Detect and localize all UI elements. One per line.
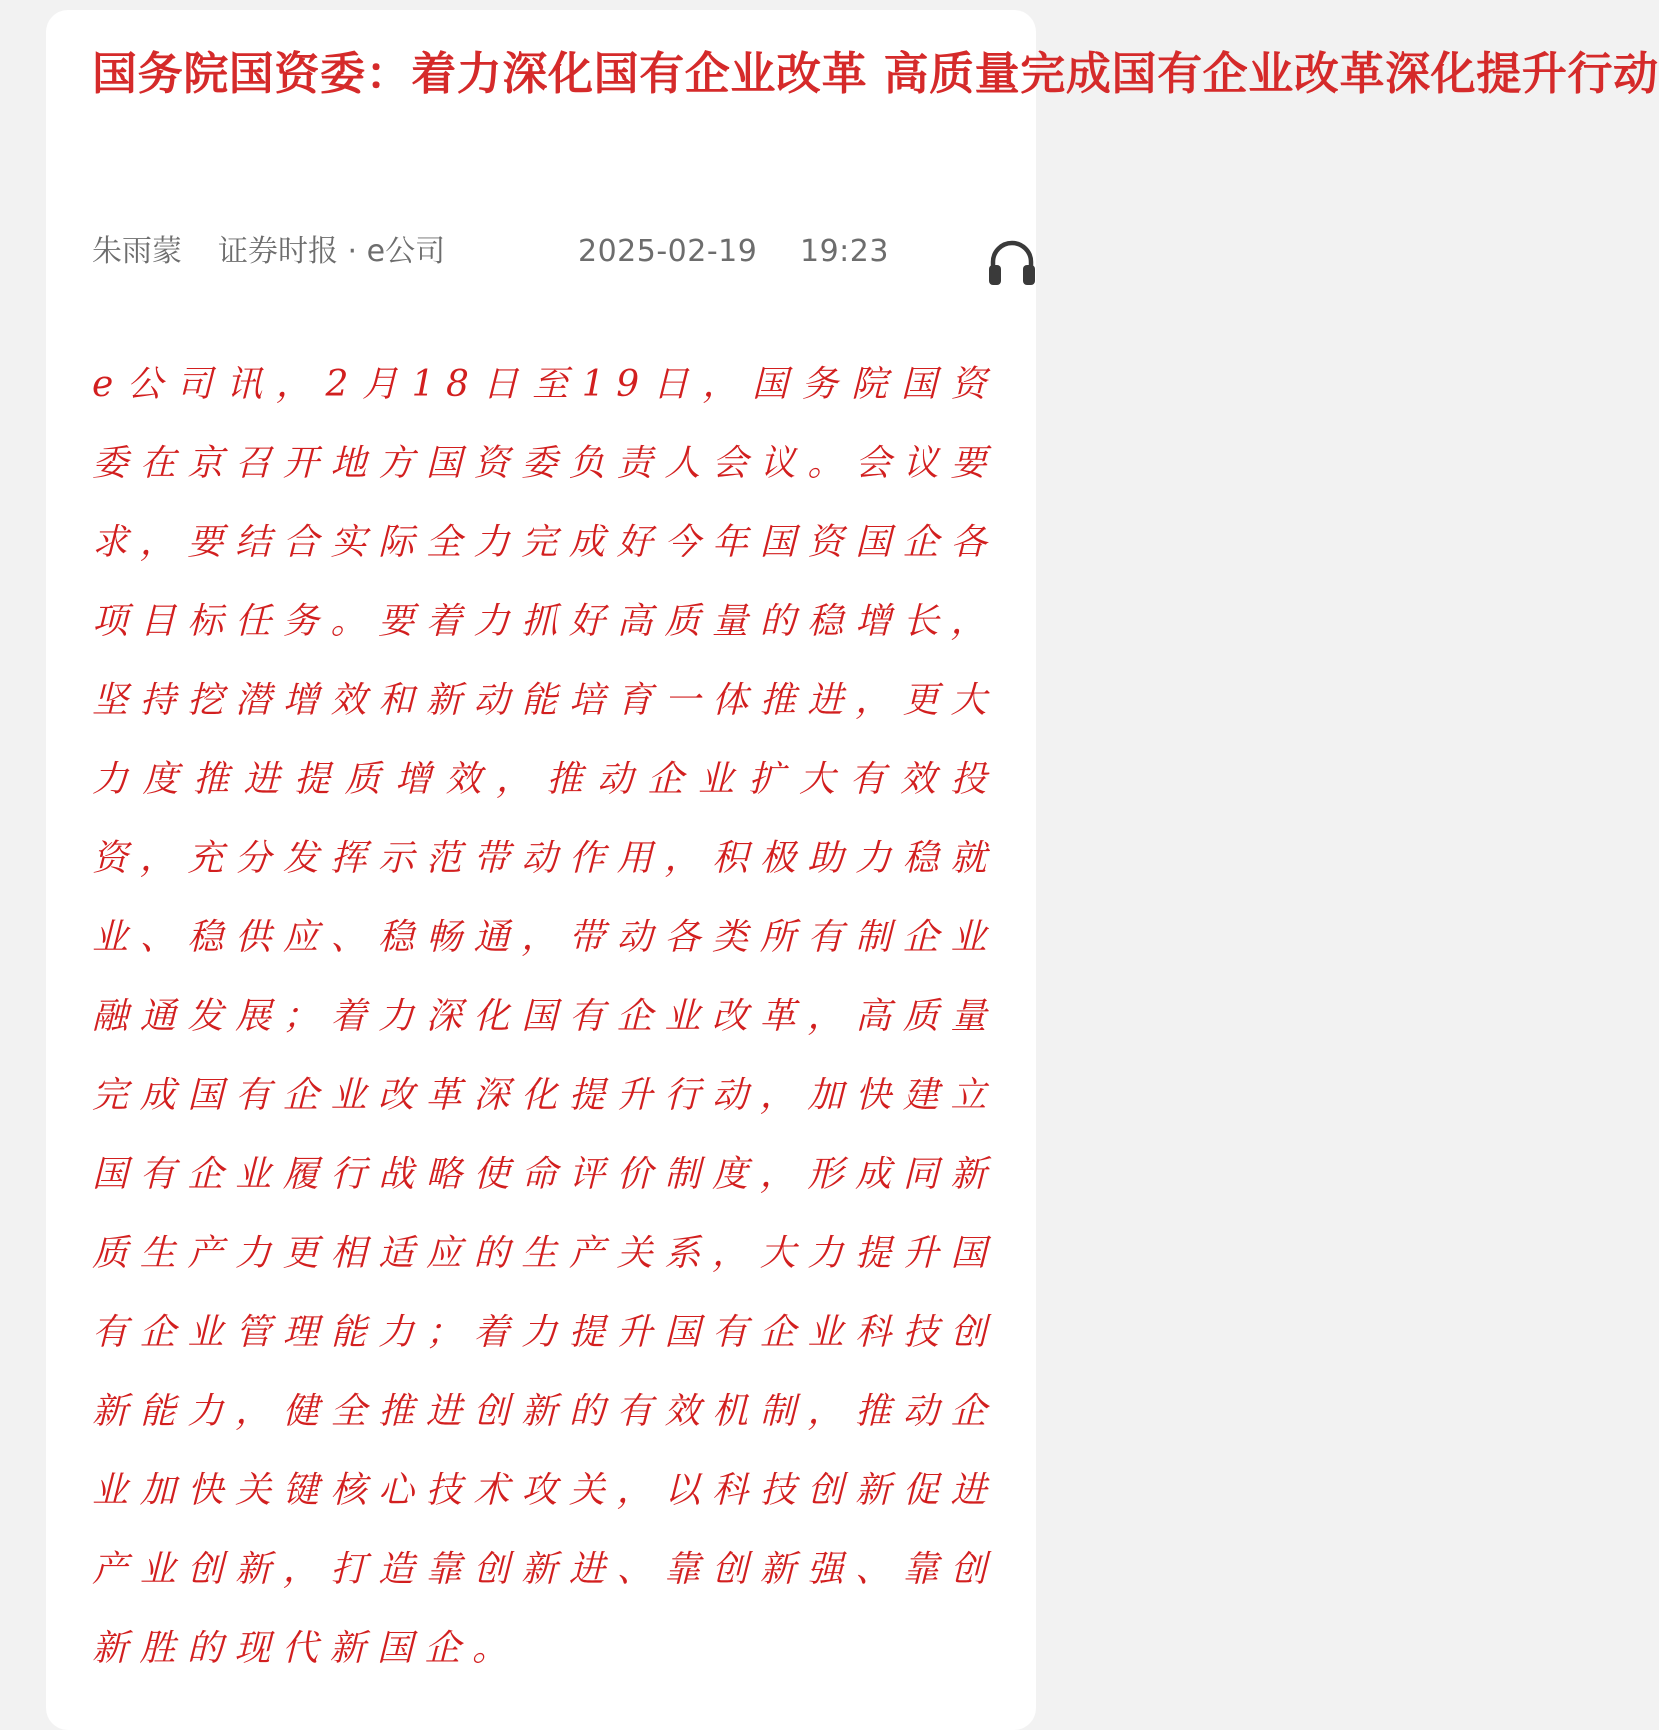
article-source[interactable]: 证券时报 · e公司 — [218, 234, 446, 269]
author-name[interactable]: 朱雨蒙 — [92, 234, 182, 269]
publish-date: 2025-02-19 — [578, 234, 758, 269]
article-body: e公司讯，2月18日至19日，国务院国资委在京召开地方国资委负责人会议。会议要求，要结合实际全力完成好今年国资国企各项目标任务。要着力抓好高质量的稳增长，坚持挖潜增效和新动能培育一体推进，更大力度推进提质增效，推动企业扩大有效投资，充分发挥示范带动作用，积极助力稳就业、稳供应、稳畅通，带动各类所有制企业融通发展；着力深化国有企业改革，高质量完成国有企业改革深化提升行动，加快建立国有企业履行战略使命评价制度，形成同新质生产力更相适应的生产关系，大力提升国有企业管理能力；着力提升国有企业科技创新能力，健全推进创新的有效机制，推动企业加快关键核心技术攻关，以科技创新促进产业创新，打造靠创新进、靠创新强、靠创新胜的现代新国企。 — [92, 364, 998, 1669]
publish-time: 19:23 — [800, 234, 889, 269]
article-meta — [92, 232, 992, 272]
headphones-icon — [984, 235, 1040, 291]
article-title: 国务院国资委：着力深化国有企业改革 高质量完成国有企业改革深化提升行动 — [92, 47, 1659, 100]
listen-button[interactable] — [984, 235, 1040, 291]
article-card — [46, 10, 1659, 1730]
